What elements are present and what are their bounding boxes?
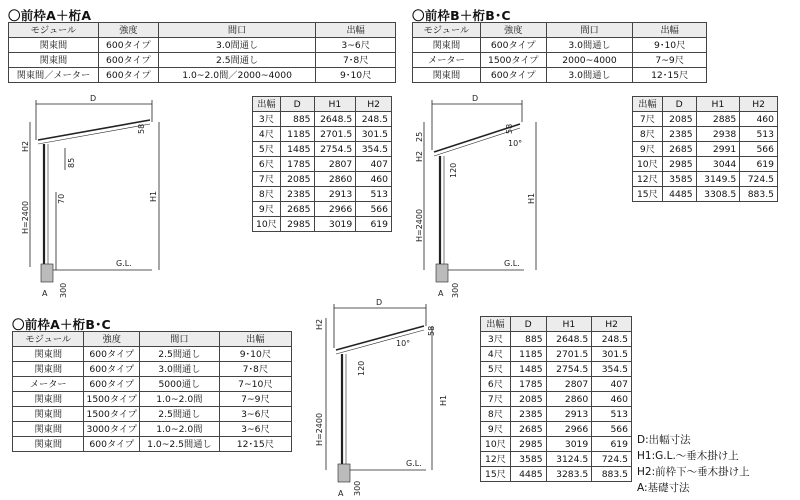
table-row [633,127,778,142]
table-cell: 7尺 [253,172,281,187]
table-cell: 600タイプ [98,38,158,53]
table-cell: 600タイプ [84,437,139,452]
table-row [481,362,632,377]
table-cell: 関東間／メーター [9,68,99,83]
table-cell: 2807 [314,157,356,172]
legend-item-h1: H1:G.L.～垂木掛け上 [637,450,739,462]
table-cell: 301.5 [592,347,632,362]
table-cell: 883.5 [740,187,778,202]
table-cell: 3308.5 [696,187,740,202]
table-row [9,38,396,53]
table-cell: 885 [280,112,314,127]
table-row [481,332,632,347]
table-cell: 7~9尺 [219,392,291,407]
table-cell: 619 [740,157,778,172]
label-h: H=2400 [315,412,324,446]
table-cell: 600タイプ [84,347,139,362]
foundation [436,264,448,282]
table-cell: 9･10尺 [316,68,396,83]
table-cell: 2.5間通し [158,53,316,68]
table-cell: 2938 [696,127,740,142]
table-cell: 2000~4000 [546,53,633,68]
table-cell: 2085 [662,112,696,127]
label-d: D [376,298,383,307]
table-cell: 6尺 [481,377,511,392]
diagram-a [20,92,170,302]
table-cell: 2685 [662,142,696,157]
table-cell: 2.5間通し [139,407,219,422]
table-row [253,112,392,127]
label-h: H=2400 [415,208,424,242]
legend-item-d: D:出幅寸法 [637,434,691,446]
table-cell: 4485 [510,467,546,482]
table-cell: 354.5 [592,362,632,377]
table-row [481,407,632,422]
table-cell: 15尺 [481,467,511,482]
table-cell: 7･8尺 [316,53,396,68]
table-cell: メーター [413,53,481,68]
table-cell: 2913 [314,187,356,202]
table-cell: 2985 [510,437,546,452]
table-cell: 7~10尺 [219,377,291,392]
label-58: 58 [505,123,514,134]
table-cell: 9･10尺 [219,347,291,362]
table-row [633,157,778,172]
table-cell: 1785 [510,377,546,392]
table-cell: 2.5間通し [139,347,219,362]
table-cell: 1185 [510,347,546,362]
table-cell: 3~6尺 [219,422,291,437]
table-cell: 2966 [314,202,356,217]
spec-table-c [12,331,292,452]
table-cell: 7~9尺 [633,53,707,68]
table-cell: 関東間 [413,38,481,53]
table-cell: 301.5 [356,127,392,142]
table-cell: 15尺 [633,187,663,202]
label-85: 85 [67,157,76,168]
table-row [253,202,392,217]
table-header-row [633,97,778,112]
table-cell: 2701.5 [546,347,592,362]
label-gl: G.L. [116,259,132,268]
table-cell: 10尺 [481,437,511,452]
table-cell: 3尺 [481,332,511,347]
table-cell: 7尺 [633,112,663,127]
table-cell: 3149.5 [696,172,740,187]
roof-beam [336,326,424,350]
column-header: 間口 [546,23,633,38]
label-gl: G.L. [406,459,422,468]
table-cell: 2754.5 [314,142,356,157]
table-cell: 460 [740,112,778,127]
table-cell: 関東間 [9,38,99,53]
column-header: D [280,97,314,112]
label-d: D [472,94,479,103]
table-row [633,187,778,202]
table-cell: 566 [356,202,392,217]
section-a-title: 〇前枠A＋桁A [8,8,92,23]
spec-table-a [8,22,396,83]
table-row [413,38,707,53]
table-cell: 883.5 [592,467,632,482]
table-cell: 2985 [280,217,314,232]
label-a: A [438,289,444,298]
table-cell: 関東間 [13,347,84,362]
table-cell: 関東間 [13,422,84,437]
table-cell: 600タイプ [480,68,546,83]
table-row [253,172,392,187]
label-h: H=2400 [21,200,30,234]
table-cell: 3000タイプ [84,422,139,437]
table-cell: 5尺 [253,142,281,157]
label-58: 58 [137,123,146,134]
table-cell: 8尺 [481,407,511,422]
label-25: 25 [415,131,424,142]
table-cell: 7尺 [481,392,511,407]
table-cell: 2648.5 [314,112,356,127]
label-58: 58 [427,325,436,336]
table-cell: 2385 [280,187,314,202]
label-angle: 10° [396,339,411,348]
column-header: 出幅 [633,23,707,38]
label-gl: G.L. [504,259,520,268]
table-cell: 513 [592,407,632,422]
column-header: モジュール [413,23,481,38]
table-cell: 1785 [280,157,314,172]
table-cell: 3尺 [253,112,281,127]
table-cell: 1.0~2.0間 [139,422,219,437]
table-cell: 2860 [546,392,592,407]
table-cell: 619 [356,217,392,232]
label-a: A [42,289,48,298]
section-c-title: 〇前枠A＋桁B･C [12,317,111,332]
label-a: A [338,489,344,498]
column-header: D [662,97,696,112]
label-h2: H2 [21,140,30,152]
table-cell: 1185 [280,127,314,142]
table-cell: 5000通し [139,377,219,392]
table-row [481,437,632,452]
table-cell: 10尺 [633,157,663,172]
table-cell: 354.5 [356,142,392,157]
table-cell: 9尺 [481,422,511,437]
table-header-row [413,23,707,38]
table-cell: 2966 [546,422,592,437]
table-cell: 2991 [696,142,740,157]
column-header: 強度 [84,332,139,347]
table-row [481,452,632,467]
spec-table-b [412,22,707,83]
label-angle: 10° [508,139,523,148]
table-cell: 9尺 [253,202,281,217]
table-cell: 248.5 [592,332,632,347]
table-header-row [13,332,292,347]
table-cell: 460 [592,392,632,407]
table-cell: 2648.5 [546,332,592,347]
table-cell: 1.0~2.5間通し [139,437,219,452]
table-row [481,377,632,392]
column-header: 間口 [139,332,219,347]
legend [637,432,750,496]
label-300: 300 [59,282,68,298]
label-120: 120 [449,162,458,178]
table-cell: 7･8尺 [219,362,291,377]
table-cell: 8尺 [253,187,281,202]
dimension-table-b [632,96,778,202]
table-cell: 600タイプ [84,362,139,377]
table-row [253,217,392,232]
table-row [13,407,292,422]
column-header: 強度 [98,23,158,38]
table-cell: 513 [740,127,778,142]
table-row [481,467,632,482]
table-cell: 1500タイプ [84,392,139,407]
table-cell: 関東間 [13,407,84,422]
table-cell: 関東間 [413,68,481,83]
table-cell: 724.5 [592,452,632,467]
table-row [633,112,778,127]
table-cell: 10尺 [253,217,281,232]
table-cell: 9尺 [633,142,663,157]
table-cell: 1485 [510,362,546,377]
column-header: モジュール [9,23,99,38]
table-cell: 9･10尺 [633,38,707,53]
table-cell: 2754.5 [546,362,592,377]
column-header: 出幅 [219,332,291,347]
table-cell: 関東間 [9,53,99,68]
column-header: 出幅 [481,317,511,332]
column-header: H2 [356,97,392,112]
column-header: D [510,317,546,332]
table-row [633,172,778,187]
table-cell: 2860 [314,172,356,187]
table-row [13,362,292,377]
column-header: 出幅 [253,97,281,112]
label-300: 300 [353,480,362,496]
table-cell: 885 [510,332,546,347]
table-cell: 1500タイプ [480,53,546,68]
table-cell: 566 [592,422,632,437]
table-cell: 2807 [546,377,592,392]
table-row [9,68,396,83]
table-cell: 3585 [510,452,546,467]
column-header: H1 [314,97,356,112]
table-cell: 724.5 [740,172,778,187]
column-header: 出幅 [633,97,663,112]
label-h1: H1 [439,394,448,406]
table-cell: 3019 [546,437,592,452]
table-cell: 3044 [696,157,740,172]
label-70: 70 [57,193,66,204]
table-cell: 2085 [280,172,314,187]
dimension-table-c [480,316,632,482]
table-cell: 2385 [510,407,546,422]
table-cell: 248.5 [356,112,392,127]
table-header-row [481,317,632,332]
table-cell: 407 [592,377,632,392]
column-header: H1 [696,97,740,112]
table-row [13,392,292,407]
section-b-title: 〇前枠B＋桁B･C [412,8,511,23]
table-cell: 3.0間通し [546,68,633,83]
label-120: 120 [357,360,366,376]
foundation [41,264,53,282]
table-row [253,127,392,142]
table-cell: 513 [356,187,392,202]
table-row [13,422,292,437]
table-cell: 12尺 [633,172,663,187]
table-cell: 407 [356,157,392,172]
table-header-row [9,23,396,38]
column-header: H1 [546,317,592,332]
table-cell: 12･15尺 [633,68,707,83]
table-row [253,142,392,157]
table-cell: 3585 [662,172,696,187]
table-cell: 関東間 [13,362,84,377]
table-row [481,392,632,407]
diagram-c [312,296,462,500]
table-cell: 1.0~2.0間／2000~4000 [158,68,316,83]
table-cell: 3.0間通し [546,38,633,53]
table-cell: 1500タイプ [84,407,139,422]
table-cell: 6尺 [253,157,281,172]
table-cell: 関東間 [13,437,84,452]
table-cell: 8尺 [633,127,663,142]
foundation [338,464,350,482]
label-300: 300 [451,282,460,298]
column-header: H2 [592,317,632,332]
table-row [9,53,396,68]
table-row [413,53,707,68]
label-h1: H1 [149,190,158,202]
table-cell: 2913 [546,407,592,422]
label-h1: H1 [527,192,536,204]
table-cell: 2385 [662,127,696,142]
table-row [413,68,707,83]
table-cell: 2885 [696,112,740,127]
table-cell: 4尺 [253,127,281,142]
table-row [13,437,292,452]
label-h2: H2 [315,318,324,330]
table-cell: 1.0~2.0間 [139,392,219,407]
table-row [253,157,392,172]
table-cell: 566 [740,142,778,157]
table-cell: 3~6尺 [316,38,396,53]
legend-item-h2: H2:前枠下～垂木掛け上 [637,466,750,478]
table-cell: 2985 [662,157,696,172]
table-cell: 2701.5 [314,127,356,142]
table-row [253,187,392,202]
table-row [481,422,632,437]
table-cell: 619 [592,437,632,452]
diagram-b [412,92,562,302]
table-cell: 関東間 [13,392,84,407]
column-header: 強度 [480,23,546,38]
table-cell: 460 [356,172,392,187]
table-cell: 3124.5 [546,452,592,467]
table-cell: 2685 [280,202,314,217]
table-cell: 600タイプ [84,377,139,392]
roof-beam [38,120,150,140]
table-cell: 600タイプ [98,53,158,68]
table-row [633,142,778,157]
table-cell: 1485 [280,142,314,157]
column-header: モジュール [13,332,84,347]
table-cell: 12･15尺 [219,437,291,452]
column-header: 出幅 [316,23,396,38]
table-cell: 3019 [314,217,356,232]
legend-item-a: A:基礎寸法 [637,482,690,494]
column-header: H2 [740,97,778,112]
table-cell: 600タイプ [98,68,158,83]
table-cell: 3.0間通し [139,362,219,377]
table-cell: 3283.5 [546,467,592,482]
table-cell: 2085 [510,392,546,407]
dimension-table-a [252,96,392,232]
label-d: D [90,94,97,103]
table-cell: 12尺 [481,452,511,467]
table-cell: 4485 [662,187,696,202]
label-h2: H2 [415,150,424,162]
column-header: 間口 [158,23,316,38]
table-cell: 4尺 [481,347,511,362]
table-cell: 2685 [510,422,546,437]
table-row [481,347,632,362]
table-cell: 600タイプ [480,38,546,53]
table-header-row [253,97,392,112]
table-cell: 3.0間通し [158,38,316,53]
table-row [13,347,292,362]
table-cell: メーター [13,377,84,392]
table-cell: 3~6尺 [219,407,291,422]
table-cell: 5尺 [481,362,511,377]
table-row [13,377,292,392]
